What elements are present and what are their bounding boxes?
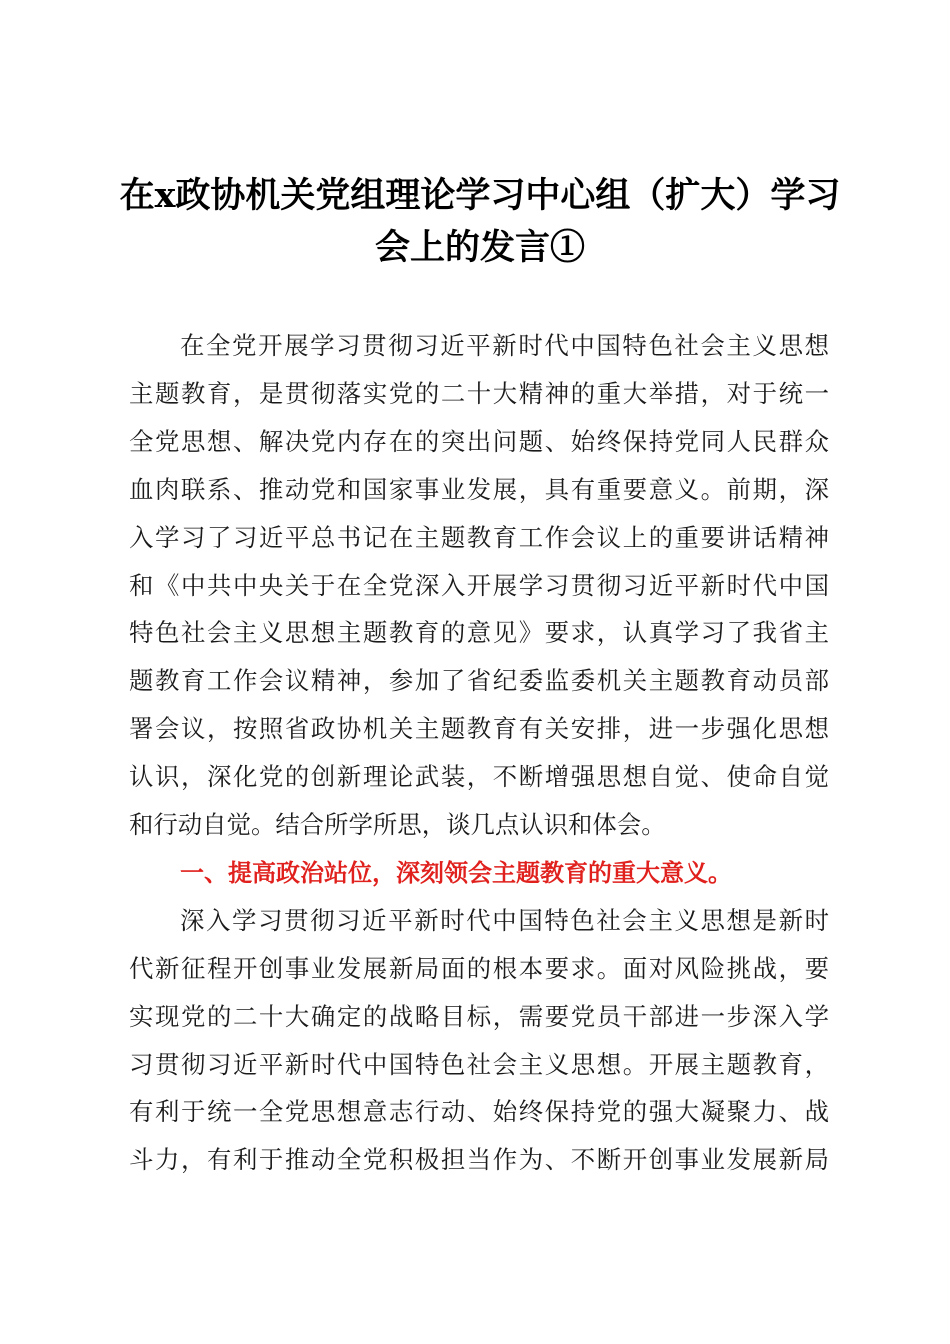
document-title: 在x政协机关党组理论学习中心组（扩大）学习会上的发言① xyxy=(119,175,841,268)
paragraph-1-line-9: 署会议，按照省政协机关主题教育有关安排，进一步强化思想 xyxy=(129,714,829,743)
paragraph-1-line-1: 在全党开展学习贯彻习近平新时代中国特色社会主义思想 xyxy=(180,331,829,360)
paragraph-2-line-3: 实现党的二十大确定的战略目标，需要党员干部进一步深入学 xyxy=(129,1002,829,1031)
paragraph-1-line-8: 题教育工作会议精神，参加了省纪委监委机关主题教育动员部 xyxy=(129,666,829,695)
paragraph-1-line-6: 和《中共中央关于在全党深入开展学习贯彻习近平新时代中国 xyxy=(129,571,829,600)
paragraph-2-line-4: 习贯彻习近平新时代中国特色社会主义思想。开展主题教育， xyxy=(129,1050,829,1079)
paragraph-1-line-10: 认识，深化党的创新理论武装，不断增强思想自觉、使命自觉 xyxy=(129,762,829,791)
paragraph-2-line-6: 斗力，有利于推动全党积极担当作为、不断开创事业发展新局 xyxy=(129,1145,829,1174)
paragraph-2-line-1: 深入学习贯彻习近平新时代中国特色社会主义思想是新时 xyxy=(180,906,829,935)
paragraph-1-line-11: 和行动自觉。结合所学所思，谈几点认识和体会。 xyxy=(129,810,666,839)
paragraph-1-line-2: 主题教育，是贯彻落实党的二十大精神的重大举措，对于统一 xyxy=(129,379,829,408)
paragraph-2-line-2: 代新征程开创事业发展新局面的根本要求。面对风险挑战，要 xyxy=(129,954,829,983)
paragraph-1-line-5: 入学习了习近平总书记在主题教育工作会议上的重要讲话精神 xyxy=(129,523,829,552)
section-heading-1: 一、提高政治站位，深刻领会主题教育的重大意义。 xyxy=(180,859,732,887)
paragraph-1-line-3: 全党思想、解决党内存在的突出问题、始终保持党同人民群众 xyxy=(129,427,829,456)
paragraph-1-line-4: 血肉联系、推动党和国家事业发展，具有重要意义。前期，深 xyxy=(129,475,829,504)
paragraph-1-line-7: 特色社会主义思想主题教育的意见》要求，认真学习了我省主 xyxy=(129,618,829,647)
paragraph-2-line-5: 有利于统一全党思想意志行动、始终保持党的强大凝聚力、战 xyxy=(129,1097,829,1126)
